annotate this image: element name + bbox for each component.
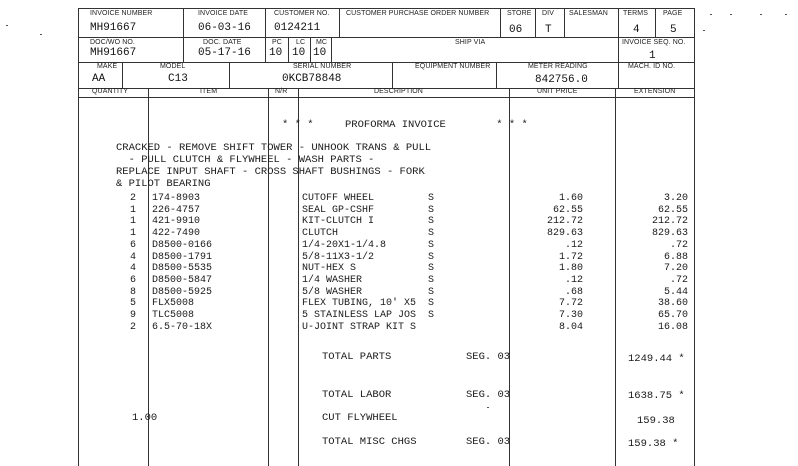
invoice-seq: 1 <box>649 50 656 62</box>
scan-speck <box>730 14 732 15</box>
scan-speck <box>6 25 8 26</box>
item-unit-price: .68 <box>564 286 583 298</box>
unit-price-label: UNIT PRICE <box>537 88 578 95</box>
div: T <box>545 24 552 36</box>
item-unit-price: 1.60 <box>558 193 583 204</box>
col-line <box>655 8 656 37</box>
item-qty: 5 <box>130 298 137 310</box>
mach-id-label: MACH. ID NO. <box>628 63 676 70</box>
item-description: KIT-CLUTCH I <box>302 216 375 228</box>
table-row <box>0 240 798 251</box>
item-qty: 6 <box>130 239 137 251</box>
total-misc-label: TOTAL MISC CHGS <box>322 436 417 448</box>
item-unit-price: 829.63 <box>546 228 583 240</box>
table-row <box>0 263 798 274</box>
cut-flywheel-qty: 1.00 <box>132 412 158 424</box>
item-number: 421-9910 <box>152 216 201 228</box>
nr-label: N/R <box>275 88 288 95</box>
model: C13 <box>168 73 188 85</box>
item-number: 6.5-70-18X <box>152 321 213 333</box>
col-line <box>265 8 266 37</box>
customer-no-label: CUSTOMER NO. <box>274 10 330 17</box>
mc-label: MC <box>316 39 328 46</box>
item-number: TLC5008 <box>152 310 195 321</box>
customer-no: 0124211 <box>274 22 321 34</box>
total-parts-seg: SEG. 03 <box>466 351 511 363</box>
div-label: DIV <box>542 10 554 17</box>
note-line: CRACKED - REMOVE SHIFT TOWER - UNHOOK TRANS & PULL <box>116 142 432 154</box>
total-labor-label: TOTAL LABOR <box>322 389 392 401</box>
item-number: 226-4757 <box>152 204 201 216</box>
terms-label: TERMS <box>623 10 648 17</box>
item-extension: .72 <box>669 239 688 251</box>
salesman-label: SALESMAN <box>569 10 608 17</box>
item-unit-price: 1.80 <box>558 263 583 275</box>
col-line <box>183 8 184 37</box>
equipment-label: EQUIPMENT NUMBER <box>415 63 491 70</box>
item-description: 5 STAINLESS LAP JOS <box>302 310 417 321</box>
item-nr: S <box>428 251 435 263</box>
serial-label: SERIAL NUMBER <box>293 63 352 70</box>
col-line <box>183 37 184 62</box>
item-nr: S <box>428 263 435 275</box>
table-row <box>0 275 798 286</box>
col-line <box>618 8 619 37</box>
item-number: D8500-0166 <box>152 239 213 251</box>
doc-date: 05-17-16 <box>198 47 251 59</box>
total-misc-seg: SEG. 03 <box>466 436 511 448</box>
pc: 10 <box>269 47 283 59</box>
item-extension: 65.70 <box>657 310 688 321</box>
store: 06 <box>509 24 523 36</box>
item-qty: 1 <box>130 228 137 240</box>
item-extension: 5.44 <box>663 286 688 298</box>
item-nr: S <box>428 274 435 286</box>
store-label: STORE <box>507 10 532 17</box>
item-qty: 9 <box>130 310 137 321</box>
total-parts-amount: 1249.44 * <box>628 353 685 365</box>
item-description: SEAL GP-CSHF <box>302 204 375 216</box>
model-label: MODEL <box>160 63 186 70</box>
terms: 4 <box>633 24 640 36</box>
total-labor-seg: SEG. 03 <box>466 389 511 401</box>
header-rule <box>78 8 695 9</box>
col-line <box>564 8 565 37</box>
item-description: FLEX TUBING, 10' X5 <box>302 298 417 310</box>
item-qty: 2 <box>130 193 137 204</box>
item-nr: S <box>428 286 435 298</box>
page-label: PAGE <box>663 10 683 17</box>
item-nr: S <box>428 310 435 321</box>
item-qty: 6 <box>130 274 137 286</box>
item-extension: 6.88 <box>663 251 688 263</box>
page: 5 <box>670 24 677 36</box>
item-extension: 3.20 <box>663 193 688 204</box>
note-line: REPLACE INPUT SHAFT - CROSS SHAFT BUSHINGS - FORK <box>116 166 425 178</box>
description-label: DESCRIPTION <box>374 88 423 95</box>
meter: 842756.0 <box>535 74 588 86</box>
scan-speck <box>40 34 42 35</box>
item-number: 174-8903 <box>152 193 201 204</box>
col-line <box>122 62 123 88</box>
col-line <box>331 37 332 62</box>
extension-label: EXTENSION <box>634 88 676 95</box>
item-nr: S <box>428 228 435 240</box>
col-line <box>618 62 619 88</box>
item-unit-price: .12 <box>564 239 583 251</box>
table-row <box>0 287 798 298</box>
item-description: CLUTCH <box>302 228 339 240</box>
col-line <box>265 37 266 62</box>
item-description: CUTOFF WHEEL <box>302 193 375 204</box>
col-line <box>288 37 289 62</box>
col-line <box>496 62 497 88</box>
mc: 10 <box>313 47 327 59</box>
item-qty: 1 <box>130 216 137 228</box>
lc: 10 <box>292 47 306 59</box>
item-unit-price: 8.04 <box>558 321 583 333</box>
invoice-date: 06-03-16 <box>198 22 251 34</box>
proforma-title: * * * PROFORMA INVOICE * * * <box>282 119 528 131</box>
item-qty: 8 <box>130 286 137 298</box>
make-label: MAKE <box>97 63 118 70</box>
item-description: 5/8 WASHER <box>302 286 363 298</box>
item-description: 1/4-20X1-1/4.8 <box>302 239 387 251</box>
item-nr: S <box>428 204 435 216</box>
item-qty: 2 <box>130 321 137 333</box>
item-label: ITEM <box>200 88 218 95</box>
item-description: 1/4 WASHER <box>302 274 363 286</box>
header-rule <box>78 37 695 38</box>
item-number: 422-7490 <box>152 228 201 240</box>
item-number: D8500-5925 <box>152 286 213 298</box>
item-unit-price: 62.55 <box>552 204 583 216</box>
invoice-number: MH91667 <box>90 22 137 34</box>
meter-label: METER READING <box>528 63 588 70</box>
item-unit-price: 7.72 <box>558 298 583 310</box>
scan-speck <box>785 14 787 15</box>
item-description: 5/8-11X3-1/2 <box>302 251 375 263</box>
item-nr: S <box>428 216 435 228</box>
doc-wo-label: DOC/WO NO. <box>90 39 135 46</box>
table-row <box>0 205 798 216</box>
cut-flywheel-label: CUT FLYWHEEL <box>322 412 398 424</box>
col-line <box>535 8 536 37</box>
item-qty: 4 <box>130 263 137 275</box>
col-line <box>618 37 619 62</box>
col-line <box>229 62 230 88</box>
table-row <box>0 216 798 227</box>
scan-speck <box>487 407 489 408</box>
scan-speck <box>703 30 705 31</box>
scan-speck <box>760 14 762 15</box>
quantity-label: QUANTITY <box>92 88 129 95</box>
item-extension: 62.55 <box>657 204 688 216</box>
serial: 0KCB78848 <box>282 73 342 85</box>
item-number: D8500-5847 <box>152 274 213 286</box>
item-unit-price: .12 <box>564 274 583 286</box>
item-extension: 7.20 <box>663 263 688 275</box>
invoice-number-label: INVOICE NUMBER <box>90 10 153 17</box>
table-row <box>0 228 798 239</box>
invoice-date-label: INVOICE DATE <box>198 10 249 17</box>
item-description: U-JOINT STRAP KIT S <box>302 321 417 333</box>
scan-speck <box>710 14 712 15</box>
make: AA <box>92 73 106 85</box>
item-unit-price: 1.72 <box>558 251 583 263</box>
col-line <box>500 8 501 37</box>
header-rule <box>78 97 695 98</box>
table-row <box>0 252 798 263</box>
customer-po-label: CUSTOMER PURCHASE ORDER NUMBER <box>346 10 490 17</box>
doc-wo: MH91667 <box>90 47 137 59</box>
table-row <box>0 310 798 321</box>
item-extension: 38.60 <box>657 298 688 310</box>
ship-via-label: SHIP VIA <box>455 39 486 46</box>
item-nr: S <box>428 239 435 251</box>
doc-date-label: DOC. DATE <box>203 39 242 46</box>
item-nr: S <box>428 193 435 204</box>
col-line <box>392 62 393 88</box>
col-line <box>339 8 340 37</box>
total-parts-label: TOTAL PARTS <box>322 351 392 363</box>
item-unit-price: 7.30 <box>558 310 583 321</box>
lc-label: LC <box>296 39 306 46</box>
note-line: - PULL CLUTCH & FLYWHEEL - WASH PARTS - <box>116 154 375 166</box>
col-line <box>310 37 311 62</box>
cut-flywheel-amount: 159.38 <box>637 415 675 427</box>
item-extension: .72 <box>669 274 688 286</box>
item-description: NUT-HEX S <box>302 263 357 275</box>
table-row <box>0 193 798 204</box>
item-extension: 212.72 <box>651 216 688 228</box>
table-row <box>0 322 798 333</box>
item-number: D8500-5535 <box>152 263 213 275</box>
item-number: FLX5008 <box>152 298 195 310</box>
item-qty: 4 <box>130 251 137 263</box>
note-line: & PILOT BEARING <box>116 178 211 190</box>
pc-label: PC <box>272 39 282 46</box>
table-row <box>0 298 798 309</box>
total-labor-amount: 1638.75 * <box>628 390 685 402</box>
item-unit-price: 212.72 <box>546 216 583 228</box>
item-extension: 829.63 <box>651 228 688 240</box>
item-nr: S <box>428 298 435 310</box>
invoice-seq-label: INVOICE SEQ. NO. <box>622 39 686 46</box>
item-number: D8500-1791 <box>152 251 213 263</box>
total-misc-amount: 159.38 * <box>628 438 679 450</box>
item-extension: 16.08 <box>657 321 688 333</box>
item-qty: 1 <box>130 204 137 216</box>
